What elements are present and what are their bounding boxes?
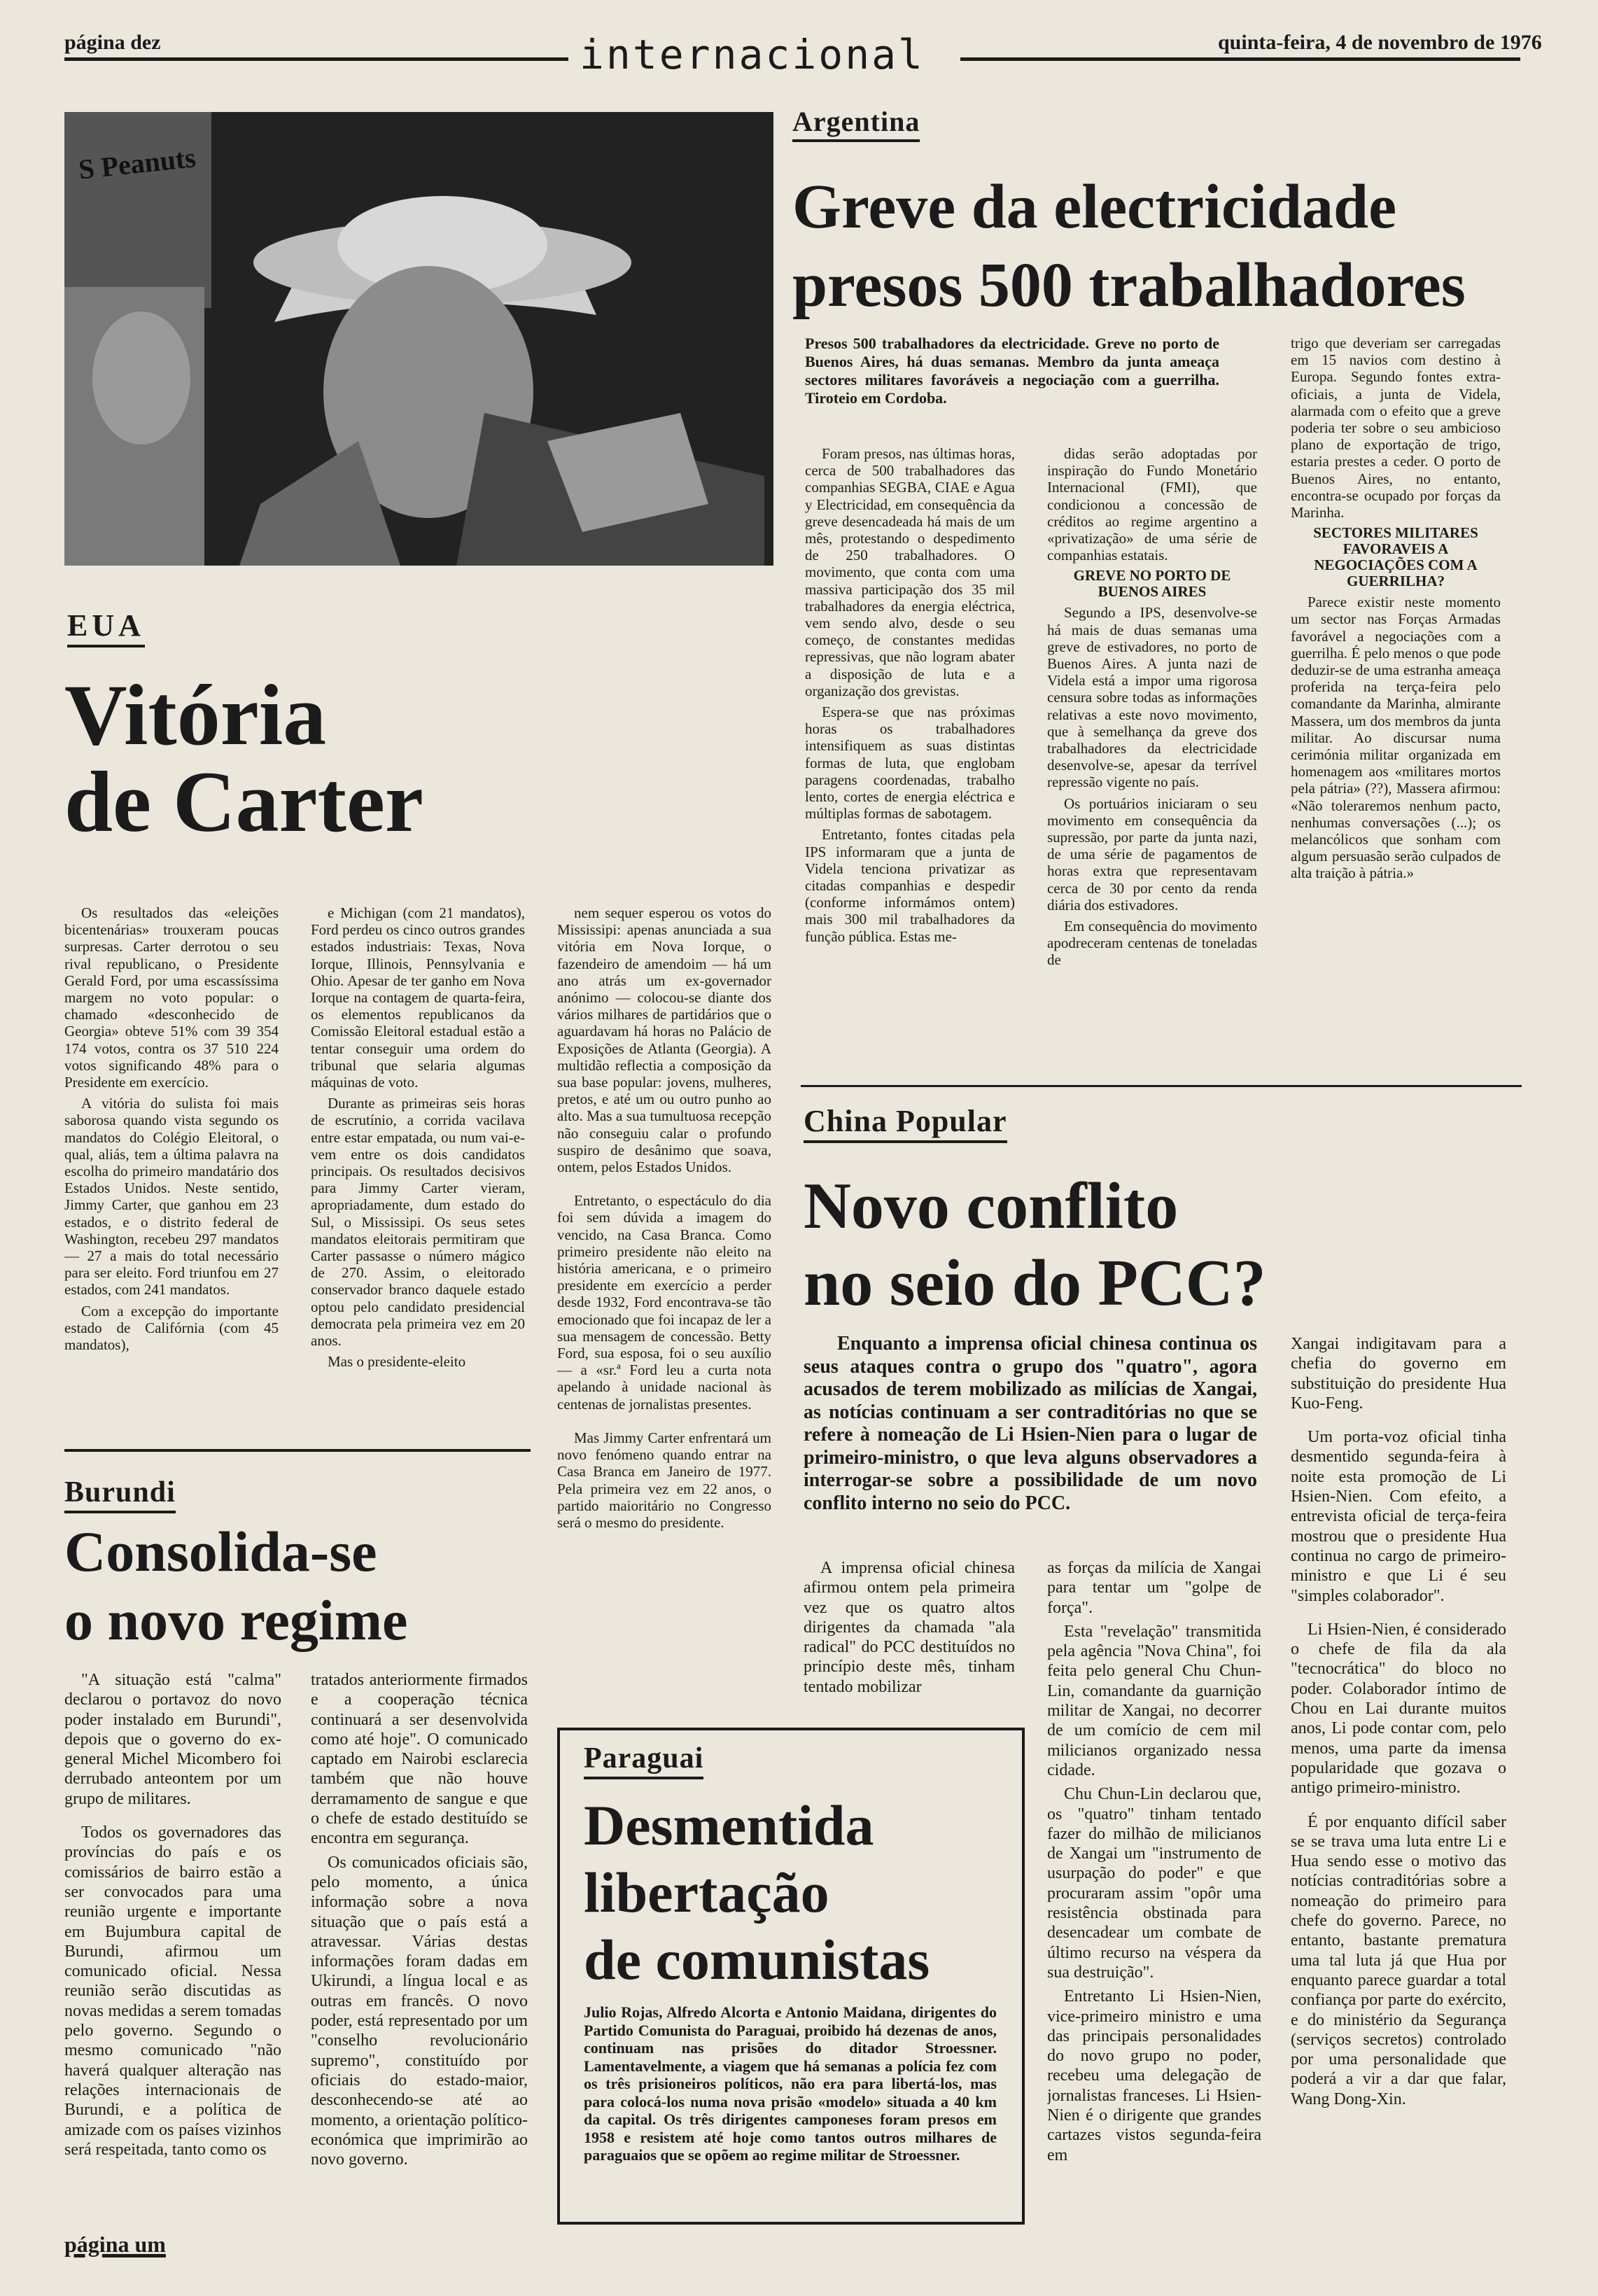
eua-col-2 [311, 904, 525, 1442]
argentina-paragraph: didas serão adoptadas por inspiração do Fundo Monetário Internacional (FMI), que condicionou a concessão de créditos ao regime argentino a «privatização» de uma série de companhias estatais. [1047, 445, 1257, 564]
eua-paragraph: e Michigan (com 21 mandatos), Ford perdeu os cinco outros grandes estados industriais: Texas, Nova Iorque, Illinois, Pennsylvania e Ohio. Apesar de ter ganho em Nova Iorque na contagem de quarta-feira, os elementos republicanos da Comissão Eleitoral estadual estão a tentar conseguir uma ordem do tribunal que selaria algumas máquinas de voto. [311, 904, 525, 1091]
argentina-subheading: SECTORES MILITARES FAVORAVEIS A NEGOCIAÇÕES COM A GUERRILHA? [1313, 524, 1478, 590]
carter-photo [64, 112, 773, 566]
argentina-subheading: GREVE NO PORTO DE BUENOS AIRES [1073, 567, 1231, 601]
paraguai-headline-l2: libertação [584, 1861, 829, 1924]
eua-burundi-rule [64, 1449, 531, 1452]
burundi-paragraph: "A situação está "calma" declarou o portavoz do novo poder instalado em Burundi", depois que o governo do ex-general Michel Micombero foi derrubado anteontem por um grupo de militares. [64, 1671, 281, 1808]
paraguai-headline-l3: de comunistas [584, 1928, 930, 1991]
page-label: página dez [64, 31, 161, 54]
eua-headline-l1: Vitória [64, 667, 327, 763]
burundi-headline-l1: Consolida-se [64, 1520, 377, 1583]
paraguai-headline-l1: Desmentida [584, 1793, 874, 1857]
burundi-col-2 [311, 1670, 528, 2251]
header-rule-right [960, 57, 1520, 61]
argentina-lead: Presos 500 trabalhadores da electricidade. Greve no porto de Buenos Aires, há duas semanas. Membro da junta ameaça sectores militares favoráveis a negociação com a guerrilha. Tiroteio em Cordoba. [805, 335, 1219, 407]
argentina-paragraph: Entretanto, fontes citadas pela IPS informaram que a junta de Videla tenciona privatizar as citadas companhias e despedir (conforme informámos ontem) mais 300 mil trabalhadores da função pública. Estas me- [805, 826, 1015, 945]
china-headline [804, 1168, 1266, 1322]
section-title: internacional [580, 31, 925, 78]
eua-headline [64, 667, 423, 850]
china-paragraph: Esta "revelação" transmitida pela agência "Nova China", foi feita pelo general Chu Chun-Lin, comandante da guarnição militar de Xangai, no decorrer de um comício de cem mil milicianos organizado nessa cidade. [1047, 1622, 1261, 1779]
china-headline-l2: no seio do PCC? [804, 1247, 1266, 1320]
china-section-label: China Popular [804, 1103, 1007, 1143]
eua-paragraph: Mas Jimmy Carter enfrentará um novo fenómeno quando entrar na Casa Branca em Janeiro de 1977. Pela primeira vez em 22 anos, o partido maioritário no Congresso será o mesmo do presidente. [557, 1429, 771, 1531]
header-rule-left [64, 57, 568, 61]
argentina-paragraph: Parece existir neste momento um sector nas Forças Armadas favorável a negociações com a guerrilha. É pelo menos o que pode deduzir-se de uma estranha ameaça proferida na terça-feira pelo comandante da Marinha, almirante Massera, um dos membros da junta militar. Ao discursar numa cerimónia militar organizada em homenagem aos «militares mortos pela pátria» (??), Massera afirmou: «Não toleraremos nenhum pacto, nenhumas conversações (...); os melancólicos que sonham com algum persuasão serão culpados de alta traição à pátria.» [1291, 594, 1501, 882]
argentina-paragraph: Os portuários iniciaram o seu movimento em consequência da supressão, por parte da junta nazi, de uma série de pagamentos de horas extra que representavam cerca de 30 por cento da renda diária dos estivadores. [1047, 794, 1257, 913]
argentina-paragraph: Espera-se que nas próximas horas os trabalhadores intensifiquem as suas distintas formas de luta, que englobam paragens coordenadas, trabalho lento, cortes de energia eléctrica e múltiplas formas de sabotagem. [805, 704, 1015, 822]
eua-paragraph: Entretanto, o espectáculo do dia foi sem dúvida a imagem do vencido, na Casa Branca. Como primeiro presidente não eleito na história americana, e o primeiro presidente em exercício a perder desde 1932, Ford encontrava-se tão emocionado que foi incapaz de ler a sua mensagem de concessão. Betty Ford, sua esposa, foi o seu auxílio — a «sr.ª Ford leu a curta nota apelando à unidade nacional às centenas de jornalistas presentes. [557, 1192, 771, 1413]
china-headline-l1: Novo conflito [804, 1170, 1179, 1242]
china-col-1 [804, 1558, 1015, 1719]
china-lead: Enquanto a imprensa oficial chinesa continua os seus ataques contra o grupo dos "quatro", agora acusados de terem mobilizado as milícias de Xangai, as notícias continuam a ser contraditórias no que se refere à nomeação de Li Hsien-Nien para o lugar de primeiro-ministro, o que leva alguns observadores a interrogar-se sobre a possibilidade de um novo conflito interno no seio do PCC. [804, 1333, 1257, 1514]
argentina-col-1 [805, 445, 1015, 1079]
china-paragraph: É por enquanto difícil saber se se trava uma luta entre Li e Hua sendo esse o motivo das notícias contraditórias sobre a nomeação do primeiro para chefe do governo. Parece, no entanto, bastante prematura uma tal luta já que Hua por enquanto parece guardar a total confiança por parte do exército, e do ministério da Segurança (serviços secretos) controlado por uma personalidade que poderá a vir a dar que falar, Wang Dong-Xin. [1291, 1812, 1506, 2108]
burundi-headline-l2: o novo regime [64, 1588, 408, 1652]
paraguai-lead: Julio Rojas, Alfredo Alcorta e Antonio Maidana, dirigentes do Partido Comunista do Paraguai, proibido há dezenas de anos, continuam nas prisões do ditador Stroessner. Lamentavelmente, a viagem que há semanas a polícia fez com os três prisioneiros políticos, não era para libertá-los, mas para colocá-los numa nova prisão «modelo» situada a 40 km da capital. Os três dirigentes camponeses foram presos em 1958 e resistem até hoje como tantos outros milhares de paraguaios que se opõem ao regime militar de Stroessner. [584, 2003, 997, 2164]
china-paragraph: Li Hsien-Nien, é considerado o chefe de fila da ala "tecnocrática" do bloco no poder. Colaborador íntimo de Chou en Lai durante muitos anos, Li pode contar com, pelo menos, uma parte da imensa popularidade que gozava o antigo primeiro-ministro. [1291, 1620, 1506, 1798]
paraguai-box [557, 1728, 1025, 2225]
eua-paragraph: Mas o presidente-eleito [328, 1353, 466, 1371]
argentina-col-2 [1047, 445, 1257, 1079]
argentina-headline-l2: presos 500 trabalhadores [792, 251, 1466, 320]
page-footer-label: página um [64, 2232, 166, 2257]
argentina-headline [792, 168, 1466, 325]
burundi-section-label: Burundi [64, 1476, 176, 1513]
eua-paragraph: Durante as primeiras seis horas de escrutínio, a corrida vacilava entre estar empatada, ou num vai-e-vem entre os dois candidatos principais. Os resultados decisivos para Jimmy Carter vieram, apropriadamente, dum estado do Sul, o Mississipi. Os seus setes mandatos eleitorais permitiram que Carter passasse o número mágico de 270. Assim, o eleitorado conservador branco daquele estado optou pelo candidato presidencial democrata pela primeira vez em 20 anos. [311, 1095, 525, 1350]
argentina-paragraph: Em consequência do movimento apodreceram centenas de toneladas de [1047, 918, 1257, 969]
eua-paragraph: nem sequer esperou os votos do Mississipi: apenas anunciada a sua vitória em Nova Iorque, o fazendeiro de amendoim — há um ano atrás um ex-governador anónimo — colocou-se diante dos vários milhares de partidários que o aguardavam há horas no Palácio de Exposições de Atlanta (Georgia). A multidão reflectia a composição da sua base popular: jovens, mulheres, pretos, e até um ou outro punho ao alto. Mas a sua tumultuosa recepção não conseguiu calar o profundo suspiro de desânimo que soava, ontem, pelos Estados Unidos. [557, 904, 771, 1176]
argentina-china-rule [801, 1085, 1522, 1087]
eua-col-3 [557, 904, 771, 1715]
china-paragraph: Chu Chun-Lin declarou que, os "quatro" tinham tentado fazer do milhão de milicianos de Xangai um "instrumento de usurpação do poder" e que procuraram assim "opôr uma resistência obstinada para desencadear um combate de último recurso na véspera da sua destruição". [1047, 1785, 1261, 1982]
burundi-col-1 [64, 1670, 281, 2216]
eua-headline-l2: de Carter [64, 754, 423, 850]
burundi-paragraph: tratados anteriormente firmados e a cooperação técnica continuará a ser desenvolvida como até hoje". O comunicado captado em Nairobi esclarecia também que não houve derramamento de sangue e que o chefe de estado destituído se encontra em segurança. [311, 1671, 528, 1848]
eua-paragraph: A vitória do sulista foi mais saborosa quando vista segundo os mandatos do Colégio Eleitoral, o qual, aliás, tem a última palavra na escolha do primeiro mandatário dos Estados Unidos. Neste sentido, Jimmy Carter, que ganhou em 23 estados, e o distrito federal de Washington, recebeu 297 mandatos — 27 a mais do total necessário para ser eleito. Ford triunfou em 27 estados, com 241 mandatos. [64, 1095, 279, 1298]
argentina-headline-l1: Greve da electricidade [792, 172, 1397, 241]
photo-image [64, 112, 773, 566]
photo-sign-text: S Peanuts [77, 141, 197, 186]
argentina-paragraph: Segundo a IPS, desenvolve-se há mais de duas semanas uma greve de estivadores, no porto de Buenos Aires. A junta nazi de Videla está a impor uma rigorosa censura sobre todas as informações relativas a este novo movimento, que à semelhança da greve dos trabalhadores da electricidade desenvolve-se, apesar da terrível repressão vigente no país. [1047, 604, 1257, 791]
eua-paragraph: Os resultados das «eleições bicentenárias» trouxeram poucas surpresas. Carter derrotou o seu rival republicano, o Presidente Gerald Ford, por uma escassíssima margem no voto popular: o chamado «desconhecido de Georgia» obteve 51% com 39 354 174 votos, contra os 37 510 224 votos significando 48% para o Presidente em exercício. [64, 904, 279, 1091]
china-paragraph: Xangai indigitavam para a chefia do governo em substituição do presidente Hua Kuo-Feng. [1291, 1335, 1506, 1413]
china-col-3 [1291, 1334, 1506, 2258]
china-col-2 [1047, 1558, 1261, 2258]
eua-section-label: EUA [67, 608, 145, 648]
china-paragraph: Entretanto Li Hsien-Nien, vice-primeiro ministro e uma das principais personalidades do novo grupo no poder, recebeu uma delegação de jornalistas franceses. Li Hsien-Nien é o dirigente que grandes cartazes vistos segunda-feira em [1047, 1987, 1261, 2164]
argentina-paragraph: trigo que deveriam ser carregadas em 15 navios com destino à Europa. Segundo fontes extra-oficiais, a junta de Videla, alarmada com o efeito que a greve poderia ter sobre o seu ambicioso plano de exportação de trigo, estaria prestes a ceder. O porto de Buenos Aires, no entanto, encontra-se ocupado por forças da Marinha. [1291, 335, 1501, 522]
china-paragraph: Um porta-voz oficial tinha desmentido segunda-feira à noite esta promoção de Li Hsien-Nien. Com efeito, a entrevista oficial de terça-feira mostrou que o presidente Hua continua no cargo de primeiro-ministro e que Li é seu "simples colaborador". [1291, 1428, 1506, 1605]
argentina-section-label: Argentina [792, 105, 920, 142]
paraguai-headline [584, 1792, 930, 1994]
eua-col-1 [64, 904, 279, 1442]
paraguai-section-label: Paraguai [584, 1742, 703, 1779]
china-paragraph: as forças da milícia de Xangai para tentar um "golpe de força". [1047, 1559, 1261, 1617]
china-paragraph: A imprensa oficial chinesa afirmou ontem pela primeira vez que os quatro altos dirigentes da chamada "ala radical" do PCC destituídos no princípio deste mês, tinham tentado mobilizar [804, 1559, 1015, 1696]
issue-date: quinta-feira, 4 de novembro de 1976 [1218, 31, 1542, 54]
burundi-headline [64, 1518, 407, 1655]
argentina-col-3 [1291, 335, 1501, 1079]
argentina-paragraph: Foram presos, nas últimas horas, cerca de 500 trabalhadores das companhias SEGBA, CIAE e Agua y Electricidad, em consequência da greve desencadeada há mais de um mês, protestando o despedimento de 250 trabalhadores. O movimento, que conta com uma massiva participação dos 35 mil trabalhadores da energia eléctrica, vem sendo alvo, desde o seu começo, de constantes medidas repressivas, que não logram abater a disposição de luta e a organização dos grevistas. [805, 445, 1015, 699]
eua-paragraph: Com a excepção do importante estado de Califórnia (com 45 mandatos), [64, 1302, 279, 1354]
burundi-paragraph: Os comunicados oficiais são, pelo momento, a única informação sobre a nova situação que o país está a atravessar. Várias destas informações foram dadas em Ukirundi, a língua local e as outras em francês. O novo poder, está representado por um "conselho revolucionário supremo", constituído por oficiais do estado-maior, desconhecendo-se até ao momento, a orientação político-económica que imprimirão ao novo governo. [311, 1853, 528, 2169]
burundi-paragraph: Todos os governadores das províncias do país e os comissários de bairro estão a ser convocados para uma reunião urgente e importante em Bujumbura capital de Burundi, afirmou um comunicado oficial. Nessa reunião serão discutidas as novas medidas a serem tomadas pelo governo. Segundo o mesmo comunicado "não haverá qualquer alteração nas relações internacionais de Burundi, e a política de amizade com os países vizinhos será respeitada, tanto como os [64, 1823, 281, 2159]
